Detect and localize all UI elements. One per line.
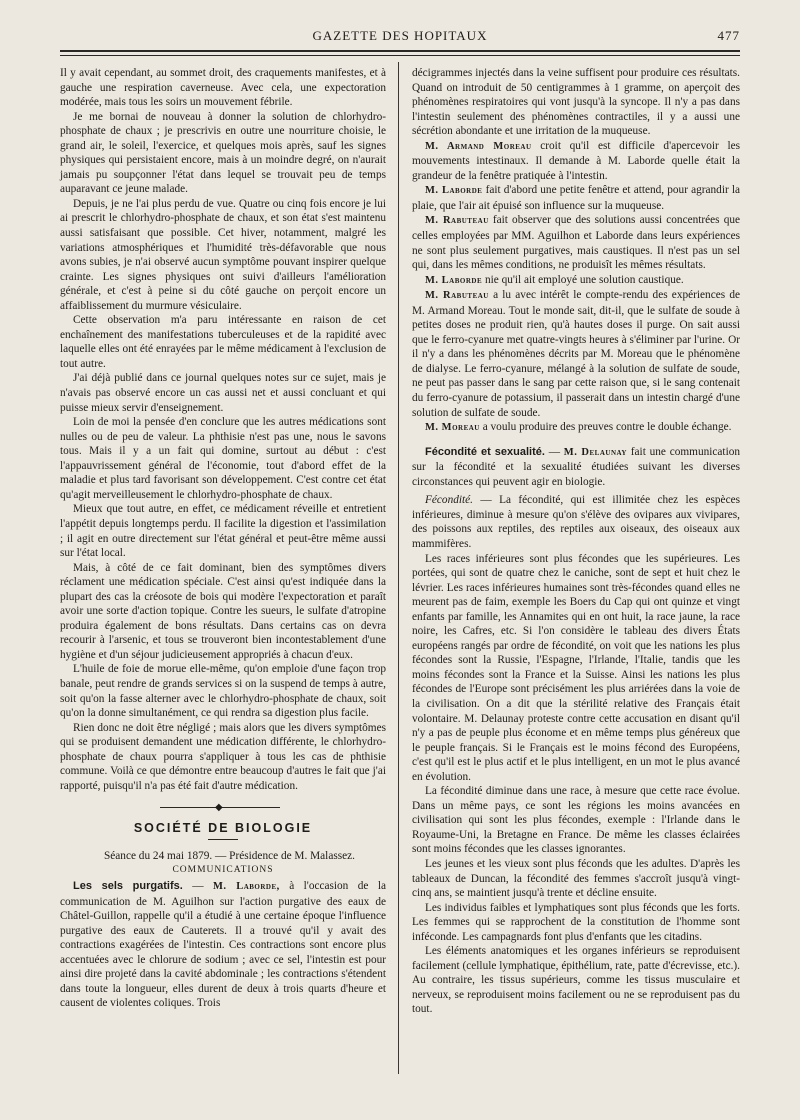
speaker-name: M. Moreau bbox=[425, 422, 480, 434]
paragraph bbox=[412, 139, 740, 184]
paragraph: Il y avait cependant, au sommet droit, des craquements manifestes, et à gauche une respiration caverneuse. Avec cela, une expectoration modérée, mais tous les soirs un mouvement fébrile. bbox=[60, 67, 386, 109]
paragraph-text: a lu avec intérêt le compte-rendu des expériences de M. Armand Moreau. Tout le monde sait, dit-il, que le sulfate de soude à petites doses ne produit rien, qu'à hautes doses il purge. On sait aussi que le ferro-cyanure met quatre-vingts heures à s'éliminer par l'urine. Or il n'y a dans les phénomènes décrits par M. Moreau que le phénomène de dialyse. Le ferro-cyanure, mélangé à la solution de sulfate de soude, ne peut pas passer dans le sang par cette raison que, si le sang contenait du ferro-cyanure de potassium, il passerait dans un intestin chargé d'une solution de sulfate de soude. bbox=[412, 289, 740, 419]
left-column bbox=[60, 66, 386, 1011]
paragraph-text: nie qu'il ait employé une solution caustique. bbox=[484, 273, 684, 286]
paragraph: Mieux que tout autre, en effet, ce médicament réveille et entretient l'appétit depuis longtemps perdu. Il facilite la digestion et l'assimilation ; il agit en outre directement sur l'état général et peut-être même aussi sur l'état local. bbox=[60, 503, 386, 560]
header-rule-thick bbox=[60, 50, 740, 52]
paragraph-text: croit qu'il est difficile d'apercevoir les mouvements intestinaux. Il demande à M. Laborde quelle était la grandeur de la fenêtre pratiquée à l'intestin. bbox=[412, 139, 741, 182]
speaker-name: M. Laborde bbox=[425, 274, 483, 286]
paragraph: La fécondité diminue dans une race, à mesure que cette race évolue. Dans un même pays, ce sont les régions les moins avancées en civilisation qui sont les plus fécondes, exemple : l'Irlande dans le Royaume-Uni, la Bretagne en France. De même les classes éclairées sont moins fécondes que les classes ignorantes. bbox=[412, 785, 740, 856]
paragraph: Les éléments anatomiques et les organes inférieurs se reproduisent facilement (cellule lymphatique, épithélium, rate, patte d'écrevisse, etc.). Au contraire, les tissus supérieurs, comme les tissus musculaire et nerveux, se reproduisent moins facilement ou ne se reproduisent pas du tout. bbox=[412, 945, 740, 1016]
paragraph: Fécondité et sexualité. — M. Delaunay fait une communication sur la fécondité et la sexualité étudiées suivant les diverses circonstances qui peuvent agir en biologie. bbox=[412, 445, 740, 488]
speaker-name: M. Armand Moreau bbox=[425, 140, 532, 152]
speaker-name: M. Laborde, bbox=[212, 880, 280, 892]
right-column bbox=[412, 66, 740, 1017]
speaker-name: M. Rabuteau bbox=[425, 290, 489, 302]
paragraph bbox=[412, 420, 740, 436]
paragraph: Je me bornai de nouveau à donner la solution de chlorhydro-phosphate de chaux ; je prescrivis en outre une nourriture choisie, le grand air, le soleil, l'exercice, et quelques mois après, sauf les signes physiques qui persistaient encore, mais à un moindre degré, on n'aurait jamais pu soupçonner l'état dans lequel se trouvait peu de temps auparavant ce jeune malade. bbox=[60, 110, 386, 196]
topic-title: Fécondité et sexualité. bbox=[425, 445, 545, 458]
column-divider bbox=[398, 62, 399, 1074]
page-number: 477 bbox=[717, 28, 740, 43]
paragraph: Les sels purgatifs. — M. Laborde, à l'occasion de la communication de M. Aguilhon sur l'action purgative des eaux de Châtel-Guillon, rappelle qu'il a étudié à une certaine époque l'influence purgative des eaux de Cauterets. Il a trouvé qu'il y avait des contractions exagérées de l'intestin. Ces contractions sont encore plus accentuées avec le chlorure de sodium ; avec ce sel, l'intestin est pour ainsi dire projeté dans la cavité abdominale ; les contractions s'étendent dans toute la longueur, elles durent de deux à trois quarts d'heure et causent de violentes coliques. Trois bbox=[60, 879, 386, 1010]
paragraph-text: fait observer que des solutions aussi concentrées que celles employées par MM. Aguilhon et Laborde dans leurs expériences ne sont plus seulement purgatives, mais caustiques. Il n'est pas un sel qui, dans les mêmes conditions, ne produisît les mêmes résultats. bbox=[412, 214, 741, 272]
paragraph: Les individus faibles et lymphatiques sont plus féconds que les forts. Les femmes qui se rapprochent de la constitution de l'homme sont inféconde. Les campagnards font plus d'enfants que les citadins. bbox=[412, 901, 740, 943]
speaker-name: M. Laborde bbox=[425, 185, 483, 197]
paragraph bbox=[412, 183, 740, 213]
section-title: SOCIÉTÉ DE BIOLOGIE bbox=[133, 821, 313, 836]
journal-title: GAZETTE DES HOPITAUX bbox=[312, 28, 488, 43]
paragraph: Les races inférieures sont plus fécondes que les supérieures. Les portées, qui sont de quatre chez le caniche, sont de sept et huit chez le lévrier. Les races inférieures humaines sont très-fécondes quand elles ne meurent pas de faim, exemple les Boers du Cap qui ont quinze et vingt enfants par famille, les Annamites qui en ont huit, la race jaune, la race noire, les Cafres, etc. Si l'on considère le tableau des divers États européens rangés par ordre de fécondité, on voit que les nations les plus fécondes sont la Russie, l'Espagne, l'Irlande, l'Italie, tandis que les moins fécondes sont la France et la Suisse. Ainsi les nations les plus fécondes de l'Europe sont précisément les plus arriérées dans la voie de la civilisation. On a dit que la stérilité relative des Français était volontaire. M. Delaunay proteste contre cette accusation en disant qu'il n'y a pas de peuple plus économe et en même temps plus généreux que le peuple français. Si le Français est le moins fécond des Européens, c'est qu'il est le plus actif et le plus intelligent, en un mot le plus avancé en évolution. bbox=[412, 552, 740, 783]
paragraph-text: fait une communication sur la fécondité et la sexualité étudiées suivant les diverses circonstances qui peuvent agir en biologie. bbox=[412, 445, 740, 488]
topic-title: Les sels purgatifs. bbox=[73, 879, 183, 892]
paragraph: Mais, à côté de ce fait dominant, bien des symptômes divers réclament une médication spéciale. C'est ainsi qu'est indiquée dans la plupart des cas la créosote de bois qui modère l'expectoration et paraît avoir une sorte d'action topique. Contre les sueurs, le sulfate d'atropine produira également de bons résultats. Dans certains cas on devra recourir à l'arsenic, et tous se trouveront bien incontestablement d'une hygiène et d'un séjour judicieusement appropriés à chacun d'eux. bbox=[60, 561, 386, 661]
paragraph-text: a voulu produire des preuves contre le double échange. bbox=[482, 421, 732, 434]
paragraph: L'huile de foie de morue elle-même, qu'on emploie d'une façon trop banale, peut rendre de grands services si on la suspend de temps à autre, soit qu'on la fasse alterner avec le chlorhydro-phosphate de chaux, soit qu'on la donne simultanément, ce qui rendra sa digestion plus facile. bbox=[60, 663, 386, 720]
paragraph bbox=[412, 493, 740, 551]
paragraph: Depuis, je ne l'ai plus perdu de vue. Quatre ou cinq fois encore je lui ai prescrit le chlorhydro-phosphate de chaux, et son état s'est maintenu aussi satisfaisant que possible. Cet hiver, notamment, malgré les variations atmosphériques et l'humidité très-défavorable que nous avons subies, je n'ai observé aucun symptôme pouvant inspirer quelque crainte. Les signes physiques ont suivi d'ailleurs l'amélioration générale, et c'est à peine si du côté gauche on perçoit encore un affaiblissement du murmure vésiculaire. bbox=[60, 197, 386, 312]
paragraph-text: à l'occasion de la communication de M. Aguilhon sur l'action purgative des eaux de Châtel-Guillon, rappelle qu'il a étudié à une certaine époque l'influence purgative des eaux de Cauterets. Il a trouvé qu'il y avait des contractions exagérées de l'intestin. Ces contractions sont encore plus accentuées avec le chlorure de sodium ; avec ce sel, l'intestin est pour ainsi dire projeté dans la cavité abdominale ; les contractions s'étendent dans toute la longueur, elles durent de deux à trois quarts d'heure et causent de violentes coliques. Trois bbox=[60, 879, 386, 1010]
session-line: Séance du 24 mai 1879. — Présidence de M. Malassez. bbox=[104, 849, 355, 862]
ornament-diamond-icon: ◆ bbox=[215, 802, 223, 814]
paragraph bbox=[412, 213, 740, 272]
page-header bbox=[60, 28, 740, 46]
paragraph bbox=[412, 273, 740, 289]
speaker-name: M. Rabuteau bbox=[425, 215, 489, 227]
subtopic-label: Fécondité. bbox=[425, 494, 473, 507]
short-rule bbox=[208, 839, 238, 840]
paragraph bbox=[412, 288, 740, 420]
paragraph-text: fait d'abord une petite fenêtre et attend, pour agrandir la plaie, que l'air ait épuisé son influence sur la muqueuse. bbox=[412, 184, 740, 212]
paragraph: Les jeunes et les vieux sont plus féconds que les adultes. D'après les tableaux de Duncan, la fécondité des femmes s'accroît jusqu'à vingt-cinq ans, se maintient jusqu'à trente et décline ensuite. bbox=[412, 857, 740, 900]
speaker-name: M. Delaunay bbox=[563, 446, 627, 458]
paragraph-text: — La fécondité, qui est illimitée chez les espèces inférieures, diminue à mesure qu'on s'élève des ovipares aux vivipares, des poissons aux reptiles, des reptiles aux oiseaux, des oiseaux aux mammifères. bbox=[412, 494, 741, 550]
paragraph: Rien donc ne doit être négligé ; mais alors que les divers symptômes qui se produisent demandent une médication différente, le chlorhydro-phosphate de chaux pourra s'appliquer à tous les cas de phthisie commune. Voilà ce que démontre entre beaucoup d'autres le fait que j'ai rapporté, puisqu'il n'a pas été fait d'autre médication. bbox=[60, 721, 386, 792]
header-rule-thin bbox=[60, 55, 740, 56]
paragraph: décigrammes injectés dans la veine suffisent pour produire ces résultats. Quand on introduit de 50 centigrammes à 1 gramme, on aperçoit des phénomènes respiratoires qui vont jusqu'à la syncope. Il n'y a pas dans l'intestin seulement des phénomènes contractiles, il y a aussi une sécrétion abondante et une irritation de la muqueuse. bbox=[412, 67, 740, 138]
subsection-heading: COMMUNICATIONS bbox=[172, 865, 274, 876]
paragraph: J'ai déjà publié dans ce journal quelques notes sur ce sujet, mais je n'avais pas observé encore un cas aussi net et aussi concluant et qui puisse mieux servir d'enseignement. bbox=[60, 372, 386, 414]
paragraph: Loin de moi la pensée d'en conclure que les autres médications sont nulles ou de peu de valeur. La phthisie n'est pas une, nous le savons tous. Mais il y a un fait qui domine, surtout au début : c'est l'appauvrissement général de l'économie, tout d'abord effet de la maladie et plus tard favorisant son développement. C'est contre cet état qu'agit merveilleusement le chlorhydro-phosphate de chaux. bbox=[60, 416, 386, 501]
paragraph: Cette observation m'a paru intéressante en raison de cet enchaînement des manifestations tuberculeuses et de la rapidité avec laquelle elles ont été enrayées par le même médicament à l'exclusion de tout autre. bbox=[60, 314, 386, 370]
section-ornament bbox=[60, 801, 386, 815]
